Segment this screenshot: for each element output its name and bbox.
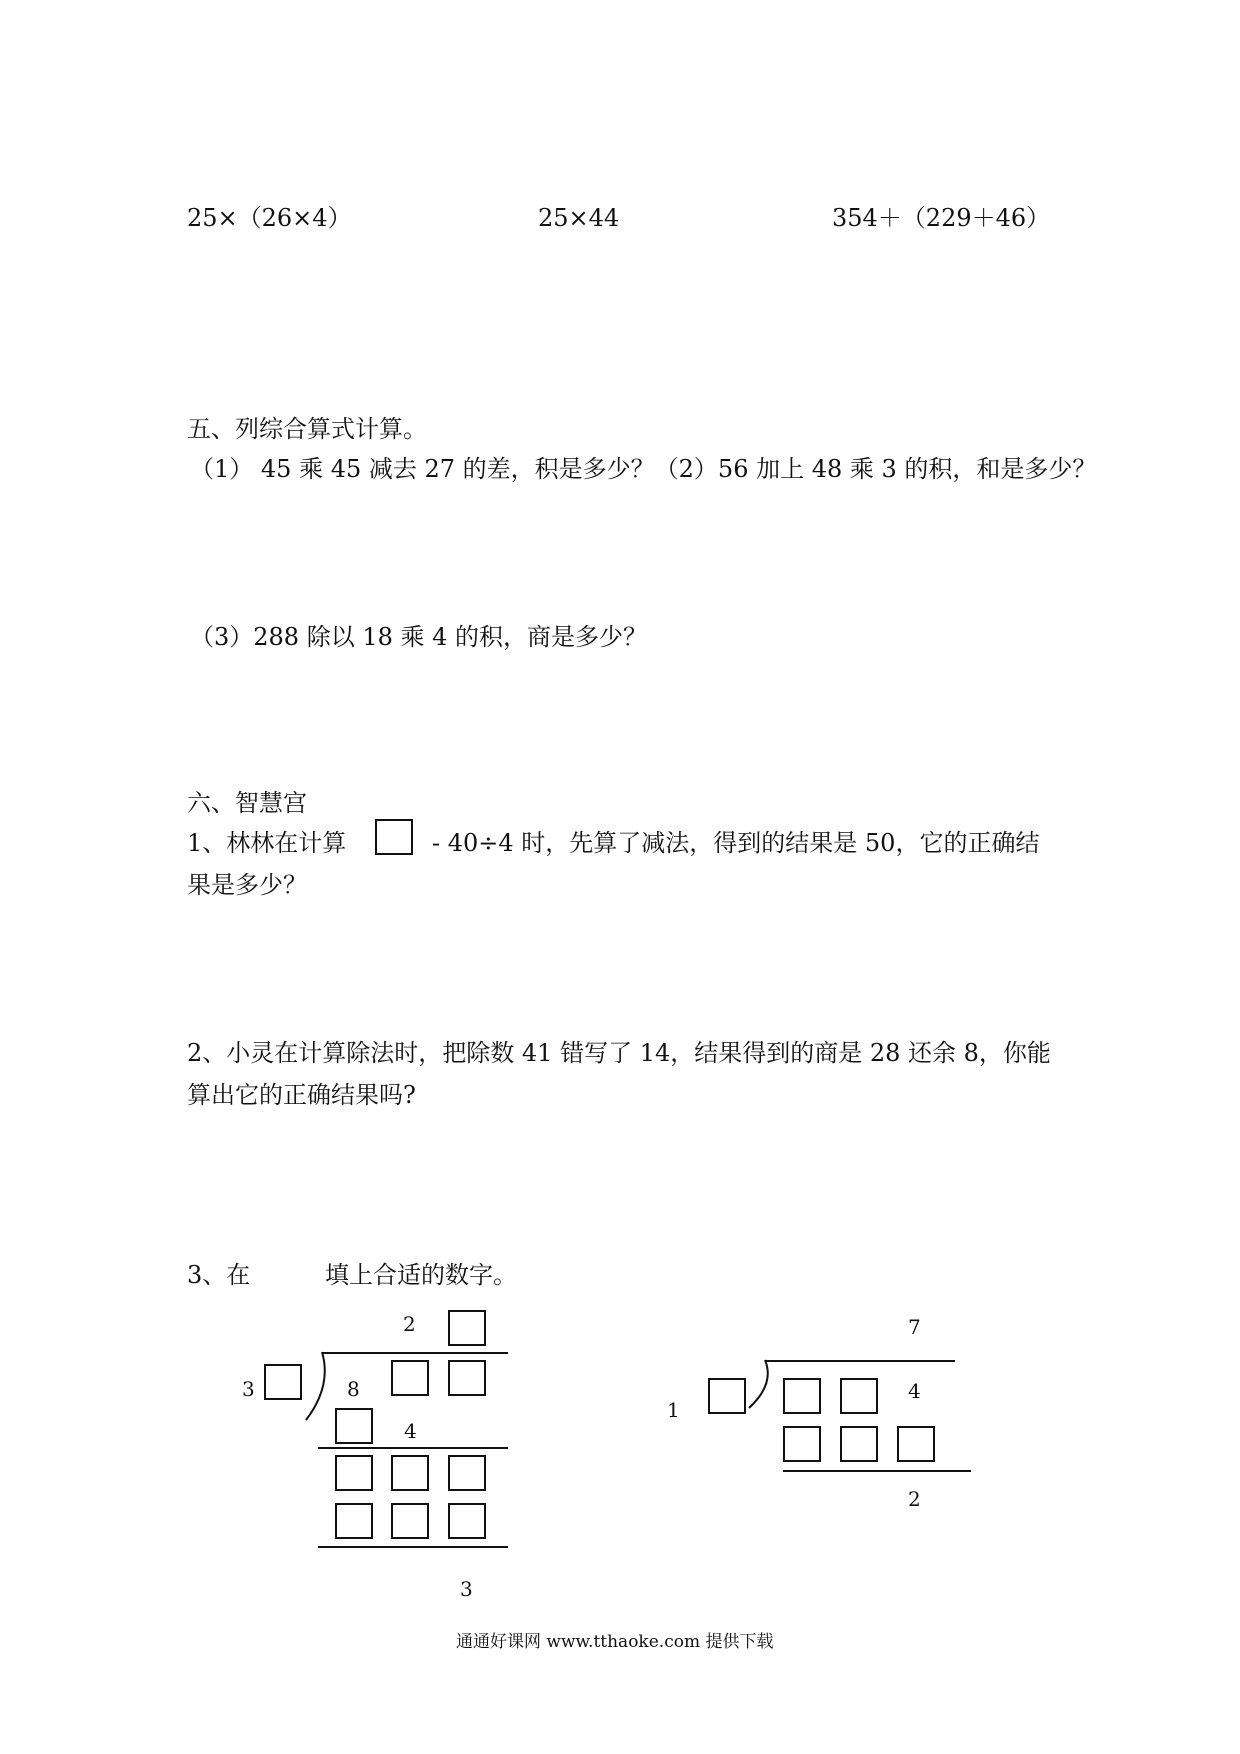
quotient-digit: 7 [908,1315,921,1339]
expression-1: 25×（26×4） [187,204,352,232]
blank-box [783,1378,821,1414]
section-5-question-3: （3）288 除以 18 乘 4 的积，商是多少？ [190,623,648,651]
division-bar [765,1360,955,1362]
division-bracket [745,1358,771,1410]
blank-box [264,1364,302,1400]
subtraction-line [318,1546,508,1548]
blank-box [840,1426,878,1462]
dividend-digit: 8 [347,1377,360,1401]
subtraction-line [318,1447,508,1449]
divisor-digit: 3 [242,1377,255,1401]
remainder-digit: 2 [908,1487,921,1511]
problem-1-text-a: 1、林林在计算 [187,829,347,857]
problem-1-text-line2: 果是多少？ [187,871,307,899]
problem-3-text-a: 3、在 [187,1261,251,1289]
problem-1-text-b: - 40÷4 时，先算了减法，得到的结果是 50，它的正确结 [432,829,1040,857]
blank-box [783,1426,821,1462]
divisor-digit: 1 [667,1398,680,1422]
subtraction-line [783,1470,971,1472]
problem-2-text-line1: 2、小灵在计算除法时，把除数 41 错写了 14，结果得到的商是 28 还余 8，你能 [187,1039,1051,1067]
blank-box [708,1378,746,1414]
division-bar [322,1352,508,1354]
remainder-digit: 3 [460,1577,473,1601]
blank-box [391,1503,429,1539]
expression-2: 25×44 [538,204,620,232]
blank-box [897,1426,935,1462]
quotient-digit: 2 [403,1312,416,1336]
section-6-title: 六、智慧宫 [187,789,307,817]
blank-box [448,1360,486,1396]
blank-box [448,1310,486,1346]
blank-box [448,1455,486,1491]
blank-box [375,819,413,855]
expression-3: 354＋（229＋46） [832,204,1051,232]
blank-box [840,1378,878,1414]
blank-box [335,1503,373,1539]
division-bracket [302,1350,328,1422]
partial-digit: 4 [404,1419,417,1443]
section-5-title: 五、列综合算式计算。 [187,415,427,443]
blank-box [391,1455,429,1491]
blank-box [391,1360,429,1396]
problem-3-text-b: 填上合适的数字。 [325,1261,517,1289]
footer-text: 通通好课网 www.tthaoke.com 提供下载 [456,1632,774,1652]
dividend-digit: 4 [908,1379,921,1403]
blank-box [335,1408,373,1444]
blank-box [335,1455,373,1491]
blank-box [448,1503,486,1539]
problem-2-text-line2: 算出它的正确结果吗? [187,1081,416,1109]
section-5-question-1-2: （1） 45 乘 45 减去 27 的差，积是多少？（2）56 加上 48 乘 3 的积，和是多少？ [190,455,1097,483]
